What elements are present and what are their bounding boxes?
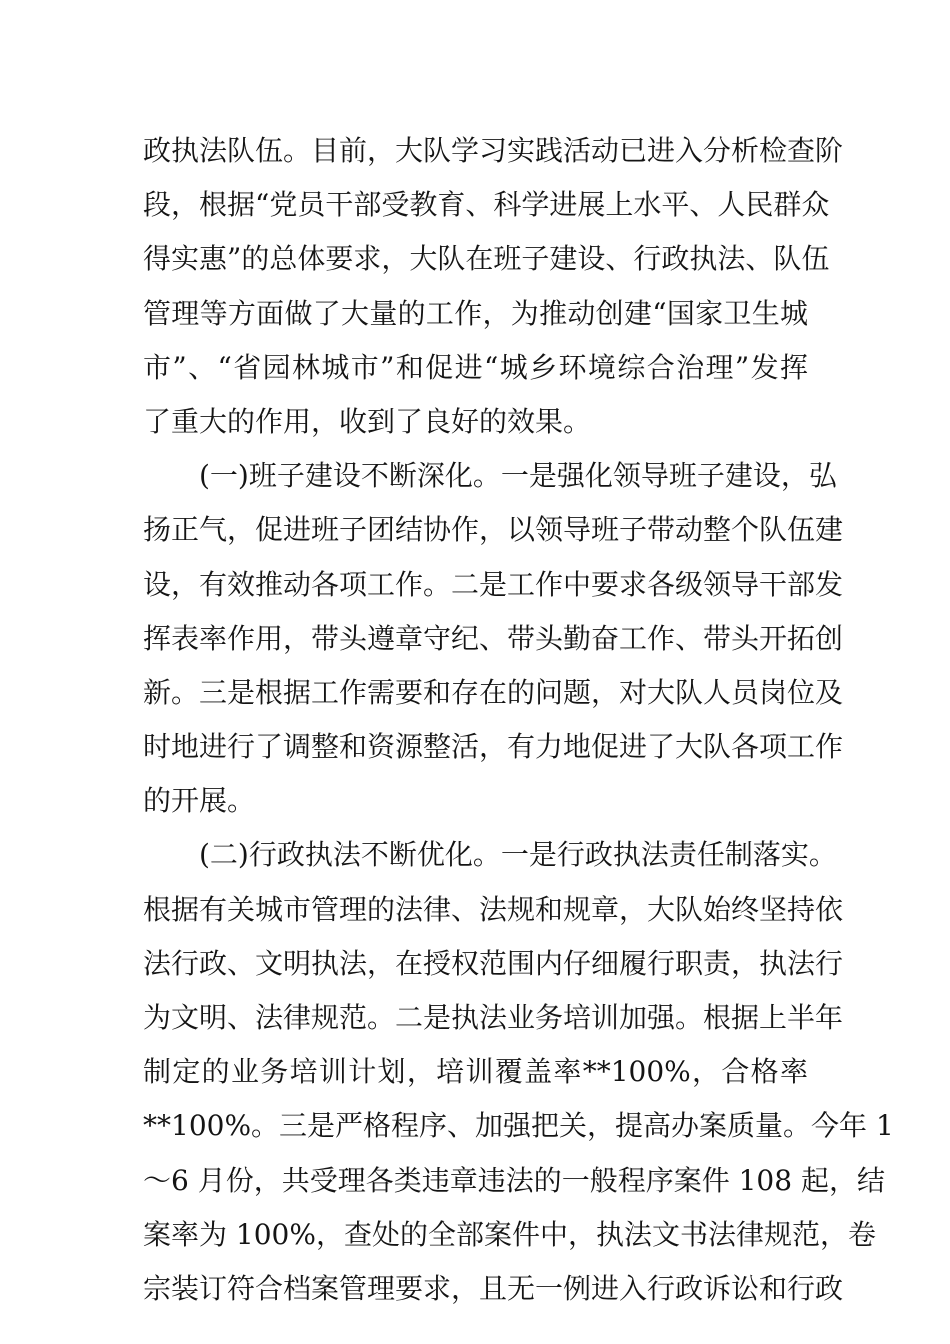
text-line: 扬正气，促进班子团结协作，以领导班子带动整个队伍建 [143,513,844,547]
text-line: **100%。三是严格程序、加强把关，提高办案质量。今年 1 [143,1109,894,1143]
text-line: 政执法队伍。目前，大队学习实践活动已进入分析检查阶 [143,134,844,167]
text-line: 法行政、文明执法，在授权范围内仔细履行职责，执法行 [143,946,844,980]
text-line: 市”、“省园林城市”和促进“城乡环境综合治理”发挥 [143,350,808,384]
text-line: 挥表率作用，带头遵章守纪、带头勤奋工作、带头开拓创 [143,621,844,655]
text-line: 制定的业务培训计划，培训覆盖率**100%，合格率 [143,1055,808,1089]
text-line: 为文明、法律规范。二是执法业务培训加强。根据上半年 [143,1001,844,1034]
text-line: 的开展。 [143,784,256,818]
text-line: 设，有效推动各项工作。二是工作中要求各级领导干部发 [143,567,844,601]
section-heading-line: (一)班子建设不断深化。一是强化领导班子建设，弘 [199,459,837,493]
text-line: 段，根据“党员干部受教育、科学进展上水平、人民群众 [143,188,830,222]
section-heading-line: (二)行政执法不断优化。一是行政执法责任制落实。 [199,838,837,872]
body-text [143,124,894,1316]
text-line: 得实惠”的总体要求，大队在班子建设、行政执法、队伍 [143,242,830,276]
text-line: 根据有关城市管理的法律、法规和规章，大队始终坚持依 [143,892,844,926]
text-line: 新。三是根据工作需要和存在的问题，对大队人员岗位及 [143,675,844,709]
text-line: 了重大的作用，收到了良好的效果。 [143,404,592,438]
text-line: 管理等方面做了大量的工作，为推动创建“国家卫生城 [143,296,808,330]
text-line: 宗装订符合档案管理要求，且无一例进入行政诉讼和行政 [143,1271,844,1305]
text-line: ～6 月份，共受理各类违章违法的一般程序案件 108 起，结 [143,1163,885,1197]
text-line: 时地进行了调整和资源整活，有力地促进了大队各项工作 [143,730,844,764]
text-line: 案率为 100%，查处的全部案件中，执法文书法律规范，卷 [143,1217,876,1251]
